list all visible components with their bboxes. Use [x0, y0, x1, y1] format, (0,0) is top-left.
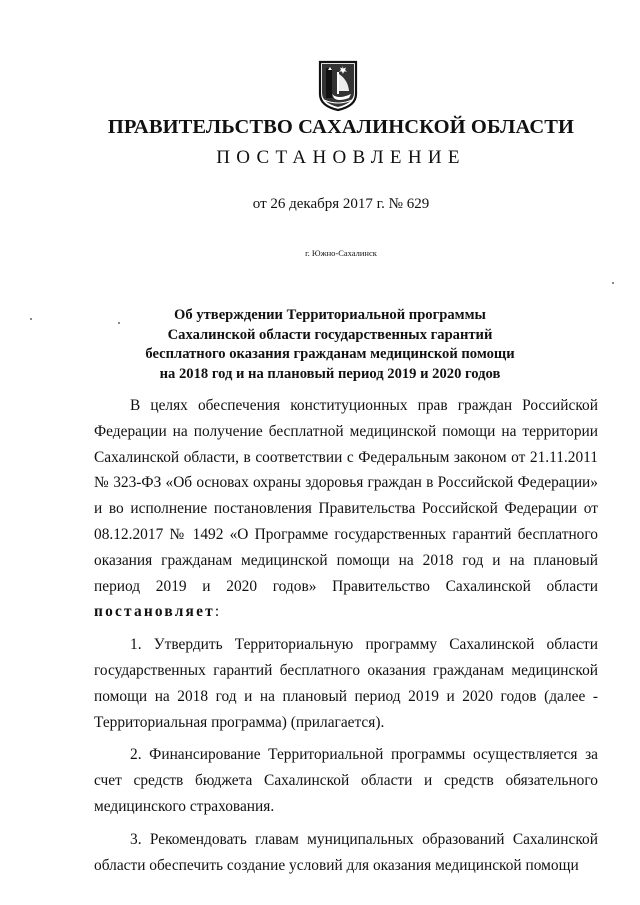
resolution-item-2: 2. Финансирование Территориальной программы осуществляется за счет средств бюджета Сахалинской области и средств обязательного медицинского страхования.: [94, 746, 598, 815]
subject-line: бесплатного оказания гражданам медицинской помощи: [145, 346, 515, 363]
subject-line: Об утверждении Территориальной программы: [174, 307, 486, 323]
scan-speck: [118, 322, 120, 324]
scan-speck: [612, 282, 614, 284]
subject-line: на 2018 год и на плановый период 2019 и 2020 годов: [159, 365, 501, 382]
government-title: ПРАВИТЕЛЬСТВО САХАЛИНСКОЙ ОБЛАСТИ: [107, 116, 575, 138]
resolves-keyword: постановляет: [94, 603, 215, 621]
document-body: [94, 393, 598, 885]
document-subject: [130, 306, 530, 384]
resolution-item-3: 3. Рекомендовать главам муниципальных образований Сахалинской области обеспечить создание условий для оказания медицинской помощи: [94, 830, 598, 874]
scan-speck: [30, 318, 32, 320]
sakhalin-coat-of-arms-icon: [318, 60, 358, 112]
resolves-colon: :: [214, 603, 220, 621]
document-date-number: от 26 декабря 2017 г. № 629: [252, 196, 430, 212]
preamble-text: В целях обеспечения конституционных прав граждан Российской Федерации на получение бесплатной медицинской помощи на территории Сахалинской области, в соответствии с Федеральным законом от 21.11.2011 № 323-ФЗ «Об основах охраны здоровья граждан в Российской Федерации» и во исполнение постановления Правительства Российской Федерации от 08.12.2017 № 1492 «О Программе государственных гарантий бесплатного оказания гражданам медицинской помощи на 2018 год и на плановый период 2019 и 2020 годов» Правительство Сахалинской области: [94, 397, 598, 595]
document-city: г. Южно-Сахалинск: [305, 248, 377, 258]
subject-line: Сахалинской области государственных гарантий: [167, 326, 493, 343]
resolution-item-1: 1. Утвердить Территориальную программу Сахалинской области государственных гарантий бесплатного оказания гражданам медицинской помощи на 2018 год и на плановый период 2019 и 2020 годов (далее - Территориальная программа) (прилагается).: [94, 636, 598, 731]
document-type: ПОСТАНОВЛЕНИЕ: [216, 147, 466, 168]
preamble-paragraph: [94, 393, 598, 625]
